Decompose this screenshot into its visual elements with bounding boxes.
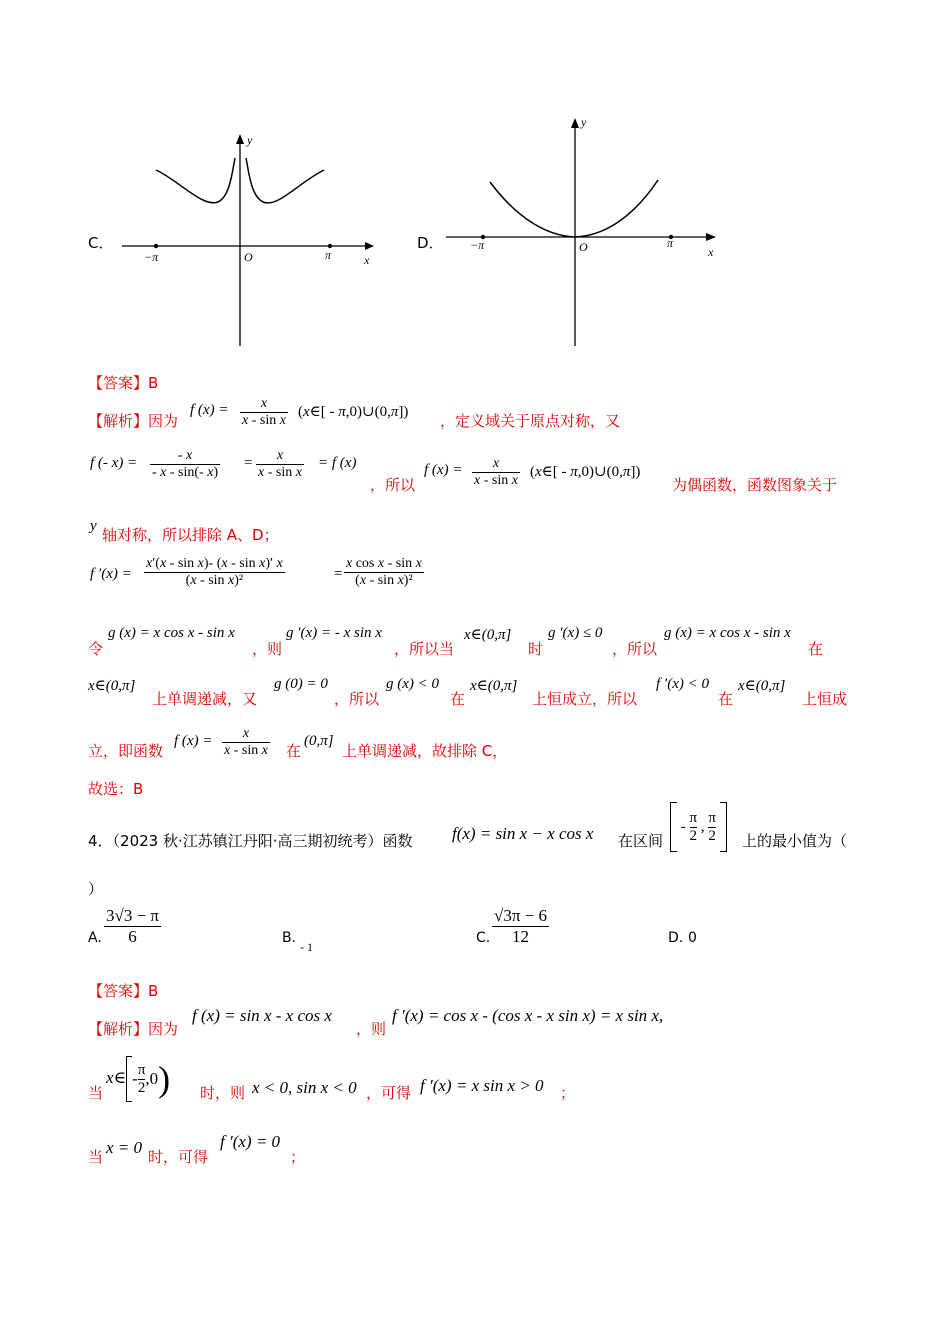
q3-domain-symmetric: ，定义域关于原点对称，又 bbox=[440, 412, 621, 430]
q4-paren-close: ） bbox=[88, 880, 104, 898]
equals-sign: = bbox=[334, 566, 343, 582]
q4-ze: ，则 bbox=[356, 1020, 387, 1038]
q3-gx-lt0: g (x) < 0 bbox=[386, 676, 440, 692]
q3-fx-eq-2: f (x) = bbox=[424, 462, 463, 478]
q3-g-prime: g ′(x) = - x sin x bbox=[286, 625, 382, 641]
q4-f-prime-gt0: f ′(x) = x sin x > 0 bbox=[420, 1076, 544, 1095]
q3-fraction-derivative: x′(x - sin x)- (x - sin x)′ x (x - sin x)² bbox=[146, 556, 283, 588]
y-label: y bbox=[247, 133, 253, 147]
q3-zai: 在 bbox=[808, 640, 824, 658]
q4-x-range: x∈ - $\frac{\pi}{2}$ ,0) bbox=[106, 1056, 170, 1102]
q3-fx-eq: f (x) = bbox=[190, 402, 229, 418]
x-label: x bbox=[708, 245, 714, 259]
q4-option-c-label: C. bbox=[476, 930, 491, 946]
y-label: y bbox=[581, 115, 587, 129]
y-axis-arrow-icon bbox=[236, 134, 244, 144]
q3-eq-fx: = f (x) bbox=[318, 455, 357, 471]
q4-option-c-fraction: √3π − 6 12 bbox=[494, 906, 548, 946]
q3-x-in-3: x∈(0,π] bbox=[470, 678, 518, 694]
q4-interval: - $\frac{\pi}{2}$ , $\frac{\pi}{2}$ bbox=[670, 802, 727, 852]
q3-fraction-derivative-2: x cos x - sin x (x - sin x)² bbox=[346, 556, 422, 588]
q4-dang-2: 当 bbox=[88, 1148, 104, 1166]
x-axis-arrow-icon bbox=[706, 233, 716, 241]
figure-c-graph bbox=[118, 128, 380, 350]
origin-label: O bbox=[244, 250, 253, 264]
q3-choose: 故选：B bbox=[88, 780, 144, 798]
q3-fx-eq-3: f (x) = bbox=[174, 733, 213, 749]
pi-label: π bbox=[667, 236, 674, 250]
origin-label: O bbox=[579, 240, 588, 254]
q3-f-prime-lt0: f ′(x) < 0 bbox=[656, 676, 709, 692]
q4-shi-kede: 时，可得 bbox=[148, 1148, 209, 1166]
q3-interval: (0,π] bbox=[304, 733, 334, 749]
q3-analysis-tag: 【解析】因为 bbox=[88, 412, 179, 430]
q3-zai3: 在 bbox=[718, 690, 734, 708]
q3-ling: 令 bbox=[88, 640, 104, 658]
q3-g-prime-le: g ′(x) ≤ 0 bbox=[548, 625, 603, 641]
q4-option-b-label: B. bbox=[282, 930, 297, 946]
q4-option-d-label: D. bbox=[668, 930, 684, 946]
option-d-label: D． bbox=[417, 234, 444, 252]
x-label: x bbox=[364, 253, 370, 267]
q3-x-in-4: x∈(0,π] bbox=[738, 678, 786, 694]
x-axis-arrow-icon bbox=[365, 242, 374, 250]
option-c-label: C． bbox=[88, 234, 114, 252]
q3-y-axis-symmetric: 轴对称，所以排除 A、D； bbox=[102, 526, 279, 544]
neg-pi-label: −π bbox=[470, 238, 485, 252]
q3-domain-1: (x∈[ - π,0)∪(0,π]) bbox=[298, 404, 409, 420]
q3-fraction-2: - x - x - sin(- x) bbox=[152, 448, 219, 480]
q4-semi: ； bbox=[560, 1084, 576, 1102]
q3-suoyi: ，所以 bbox=[370, 476, 416, 494]
q3-always: 上恒成立，所以 bbox=[532, 690, 638, 708]
q4-stem-end: 上的最小值为（ bbox=[742, 832, 848, 850]
q4-answer: 【答案】B bbox=[88, 982, 159, 1000]
q4-option-a-fraction: 3√3 − π 6 bbox=[106, 906, 160, 946]
equals-sign: = bbox=[244, 455, 253, 471]
q4-fx-def: f (x) = sin x - x cos x bbox=[192, 1006, 332, 1025]
q3-shi: 时 bbox=[528, 640, 544, 658]
q4-option-a-label: A. bbox=[88, 930, 102, 946]
q3-suoyi3: ，所以 bbox=[334, 690, 380, 708]
q4-semi-2: ； bbox=[290, 1148, 306, 1166]
q3-dec-exclude: 上单调递减，故排除 C， bbox=[342, 742, 508, 760]
q3-f-neg-x: f (- x) = bbox=[90, 455, 138, 471]
curve-parabola bbox=[490, 180, 658, 237]
q3-zai4: 在 bbox=[286, 742, 302, 760]
curve-right bbox=[246, 158, 324, 203]
q3-answer: 【答案】B bbox=[88, 374, 159, 392]
q3-x-in-2: x∈(0,π] bbox=[88, 678, 136, 694]
q4-stem-function: f(x) = sin x − x cos x bbox=[452, 824, 594, 843]
q3-fraction-4: x x - sin x bbox=[474, 456, 518, 488]
q4-stem-number: 4．（2023 秋·江苏镇江丹阳·高三期初统考）函数 bbox=[88, 832, 413, 850]
q3-zai2: 在 bbox=[450, 690, 466, 708]
q3-fraction-5: x x - sin x bbox=[224, 726, 268, 758]
q3-even-function: 为偶函数，函数图象关于 bbox=[672, 476, 838, 494]
q3-f-prime: f ′(x) = bbox=[90, 566, 132, 582]
figure-d-graph bbox=[440, 112, 730, 350]
q4-condition-1: x < 0, sin x < 0 bbox=[252, 1078, 357, 1097]
q4-option-d-value: 0 bbox=[688, 930, 697, 946]
q3-suoyi2: ，所以 bbox=[612, 640, 658, 658]
q4-option-b-value: - 1 bbox=[300, 940, 313, 954]
neg-pi-label: −π bbox=[144, 250, 159, 264]
q4-f-prime-eq0: f ′(x) = 0 bbox=[220, 1132, 281, 1151]
y-axis-arrow-icon bbox=[571, 118, 579, 128]
q3-y-letter: y bbox=[90, 518, 97, 534]
q4-stem-interval-text: 在区间 bbox=[618, 832, 664, 850]
q3-ze: ，则 bbox=[252, 640, 283, 658]
q3-fraction-3: x x - sin x bbox=[258, 448, 302, 480]
q3-suoyi-dang: ，所以当 bbox=[394, 640, 455, 658]
q4-f-prime-def: f ′(x) = cos x - (cos x - x sin x) = x sin x, bbox=[392, 1006, 664, 1025]
q3-gx: g (x) = x cos x - sin x bbox=[108, 625, 235, 641]
q4-dang-1: 当 bbox=[88, 1084, 104, 1102]
q3-fraction-1: x x - sin x bbox=[242, 396, 286, 428]
q4-shi-ze: 时，则 bbox=[200, 1084, 246, 1102]
q3-heng: 上恒成 bbox=[802, 690, 848, 708]
q3-x-in-1: x∈(0,π] bbox=[464, 627, 512, 643]
q3-dec-you: 上单调递减，又 bbox=[152, 690, 258, 708]
q4-kede: ，可得 bbox=[366, 1084, 412, 1102]
q3-gx-2: g (x) = x cos x - sin x bbox=[664, 625, 791, 641]
q4-analysis-tag: 【解析】因为 bbox=[88, 1020, 179, 1038]
curve-left bbox=[156, 158, 235, 203]
q3-domain-2: (x∈[ - π,0)∪(0,π]) bbox=[530, 464, 641, 480]
q4-x-eq0: x = 0 bbox=[106, 1138, 143, 1157]
pi-label: π bbox=[325, 248, 332, 262]
q3-li-ji: 立，即函数 bbox=[88, 742, 164, 760]
tick-neg-pi bbox=[154, 244, 158, 248]
q3-g0: g (0) = 0 bbox=[274, 676, 328, 692]
